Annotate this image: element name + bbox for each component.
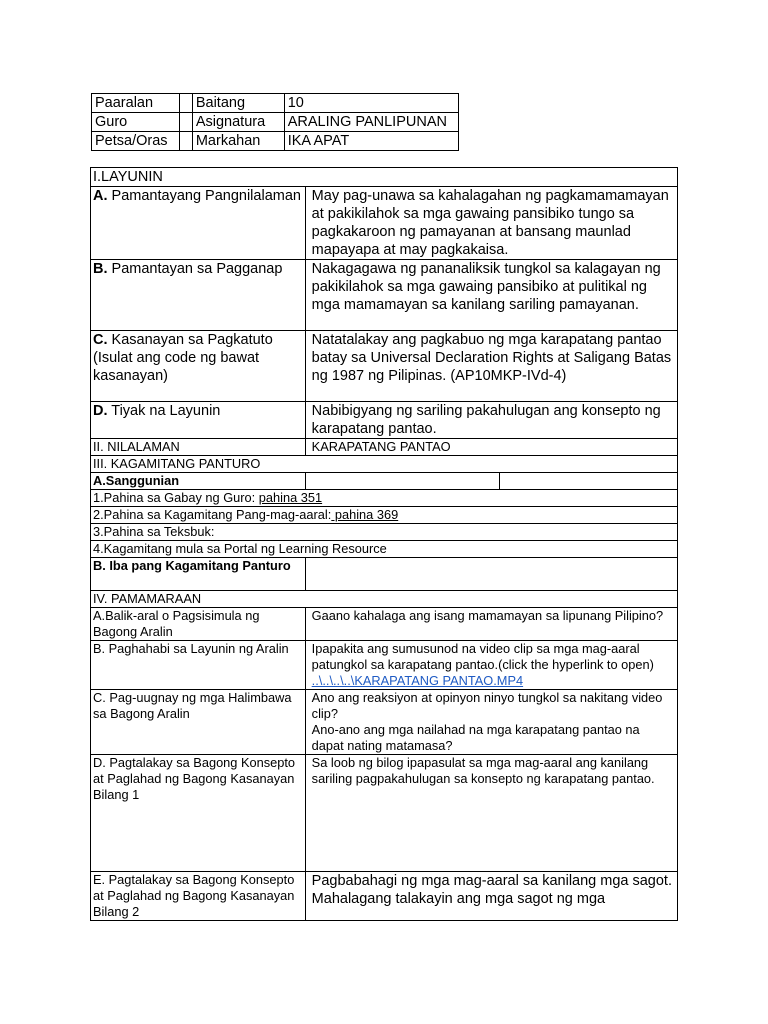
sanggunian-cell-3 bbox=[500, 473, 678, 490]
pamamaraan-b-content bbox=[305, 641, 677, 690]
iba-kagamitan-label: B. Iba pang Kagamitang Panturo bbox=[91, 558, 306, 591]
markahan-label: Markahan bbox=[192, 132, 284, 151]
baitang-value: 10 bbox=[284, 94, 458, 113]
pamamaraan-a-content: Gaano kahalaga ang isang mamamayan sa lipunang Pilipino? bbox=[305, 608, 677, 641]
layunin-a-content: May pag-unawa sa kahalagahan ng pagkamamamayan at pakikilahok sa mga gawaing pansibiko tungo sa pagkakaroon ng pamayanan at bansang maunlad mapayapa at may pagkakaisa. bbox=[305, 187, 677, 260]
pamamaraan-b-label: B. Paghahabi sa Layunin ng Aralin bbox=[91, 641, 306, 690]
pamamaraan-c-label: C. Pag-uugnay ng mga Halimbawa sa Bagong Aralin bbox=[91, 690, 306, 755]
pamamaraan-title-row bbox=[91, 591, 678, 608]
lesson-plan-table bbox=[90, 167, 678, 921]
kagamitan-item4: 4.Kagamitang mula sa Portal ng Learning Resource bbox=[91, 541, 678, 558]
pamamaraan-c-row bbox=[91, 690, 678, 755]
pamamaraan-d-row bbox=[91, 755, 678, 872]
sanggunian-row bbox=[91, 473, 678, 490]
kagamitan-item1 bbox=[91, 490, 678, 507]
header-row-petsa bbox=[92, 132, 459, 151]
paaralan-value bbox=[179, 94, 192, 113]
layunin-d-text: Tiyak na Layunin bbox=[107, 403, 221, 419]
pamamaraan-d-content: Sa loob ng bilog ipapasulat sa mga mag-aaral ang kanilang sariling pagpakahulugan sa konsepto ng karapatang pantao. bbox=[305, 755, 677, 872]
kagamitan-item1-row bbox=[91, 490, 678, 507]
layunin-c-row bbox=[91, 331, 678, 402]
sanggunian-cell-2 bbox=[305, 473, 500, 490]
item1-value: pahina 351 bbox=[258, 490, 323, 505]
layunin-a-row bbox=[91, 187, 678, 260]
iba-kagamitan-row bbox=[91, 558, 678, 591]
nilalaman-row bbox=[91, 439, 678, 456]
layunin-a-label bbox=[91, 187, 306, 260]
layunin-c-text: Kasanayan sa Pagkatuto (Isulat ang code ng bawat kasanayan) bbox=[93, 332, 273, 384]
pamamaraan-b-text: Ipapakita ang sumusunod na video clip sa mga mag-aaral patungkol sa karapatang pantao.(click the hyperlink to open) bbox=[311, 641, 654, 672]
nilalaman-value: KARAPATANG PANTAO bbox=[305, 439, 677, 456]
pamamaraan-a-label: A.Balik-aral o Pagsisimula ng Bagong Aralin bbox=[91, 608, 306, 641]
nilalaman-label: II. NILALAMAN bbox=[91, 439, 306, 456]
petsa-value bbox=[179, 132, 192, 151]
item2-label: 2.Pahina sa Kagamitang Pang-mag-aaral: bbox=[93, 507, 332, 522]
school-info-table bbox=[91, 93, 459, 151]
header-row-paaralan bbox=[92, 94, 459, 113]
layunin-d-content: Nabibigyang ng sariling pakahulugan ang konsepto ng karapatang pantao. bbox=[305, 402, 677, 439]
iba-kagamitan-value bbox=[305, 558, 677, 591]
guro-value bbox=[179, 113, 192, 132]
video-hyperlink[interactable]: ..\..\..\..\KARAPATANG PANTAO.MP4 bbox=[311, 673, 524, 688]
kagamitan-item3-row bbox=[91, 524, 678, 541]
pamamaraan-b-row bbox=[91, 641, 678, 690]
kagamitan-item3: 3.Pahina sa Teksbuk: bbox=[91, 524, 678, 541]
kagamitan-item2-row bbox=[91, 507, 678, 524]
kagamitan-item2 bbox=[91, 507, 678, 524]
layunin-b-text: Pamantayan sa Pagganap bbox=[107, 261, 283, 277]
pamamaraan-c-text-1: Ano ang reaksiyon at opinyon ninyo tungkol sa nakitang video clip? bbox=[311, 690, 663, 721]
layunin-c-label bbox=[91, 331, 306, 402]
kagamitan-title-row bbox=[91, 456, 678, 473]
layunin-d-row bbox=[91, 402, 678, 439]
layunin-a-text: Pamantayang Pangnilalaman bbox=[107, 188, 301, 204]
paaralan-label: Paaralan bbox=[92, 94, 180, 113]
layunin-b-row bbox=[91, 260, 678, 331]
layunin-d-label bbox=[91, 402, 306, 439]
pamamaraan-d-label: D. Pagtalakay sa Bagong Konsepto at Paglahad ng Bagong Kasanayan Bilang 1 bbox=[91, 755, 306, 872]
layunin-b-content: Nakagagawa ng pananaliksik tungkol sa kalagayan ng pakikilahok sa mga gawaing pansibiko at pulitikal ng mga mamamayan sa kanilang sariling pamayanan. bbox=[305, 260, 677, 331]
pamamaraan-title: IV. PAMAMARAAN bbox=[91, 591, 678, 608]
header-row-guro bbox=[92, 113, 459, 132]
item1-label: 1.Pahina sa Gabay ng Guro: bbox=[93, 490, 259, 505]
layunin-title: I.LAYUNIN bbox=[91, 168, 678, 187]
layunin-c-letter: C. bbox=[93, 332, 108, 348]
asignatura-value: ARALING PANLIPUNAN bbox=[284, 113, 458, 132]
item2-value: pahina 369 bbox=[331, 507, 399, 522]
layunin-c-content: Natatalakay ang pagkabuo ng mga karapatang pantao batay sa Universal Declaration Rights at Saligang Batas ng 1987 ng Pilipinas. (AP10MKP-IVd-4) bbox=[305, 331, 677, 402]
kagamitan-item4-row bbox=[91, 541, 678, 558]
pamamaraan-e-label: E. Pagtalakay sa Bagong Konsepto at Paglahad ng Bagong Kasanayan Bilang 2 bbox=[91, 872, 306, 921]
sanggunian-label: A.Sanggunian bbox=[91, 473, 306, 490]
pamamaraan-e-content: Pagbabahagi ng mga mag-aaral sa kanilang mga sagot. Mahalagang talakayin ang mga sagot ng mga bbox=[305, 872, 677, 921]
asignatura-label: Asignatura bbox=[192, 113, 284, 132]
layunin-d-letter: D. bbox=[93, 403, 108, 419]
petsa-label: Petsa/Oras bbox=[92, 132, 180, 151]
pamamaraan-a-row bbox=[91, 608, 678, 641]
pamamaraan-e-row bbox=[91, 872, 678, 921]
guro-label: Guro bbox=[92, 113, 180, 132]
layunin-title-row bbox=[91, 168, 678, 187]
kagamitan-title: III. KAGAMITANG PANTURO bbox=[91, 456, 678, 473]
pamamaraan-c-content bbox=[305, 690, 677, 755]
baitang-label: Baitang bbox=[192, 94, 284, 113]
layunin-a-letter: A. bbox=[93, 188, 108, 204]
layunin-b-label bbox=[91, 260, 306, 331]
markahan-value: IKA APAT bbox=[284, 132, 458, 151]
layunin-b-letter: B. bbox=[93, 261, 108, 277]
pamamaraan-c-text-2: Ano-ano ang mga nailahad na mga karapatang pantao na dapat nating matamasa? bbox=[311, 722, 640, 753]
